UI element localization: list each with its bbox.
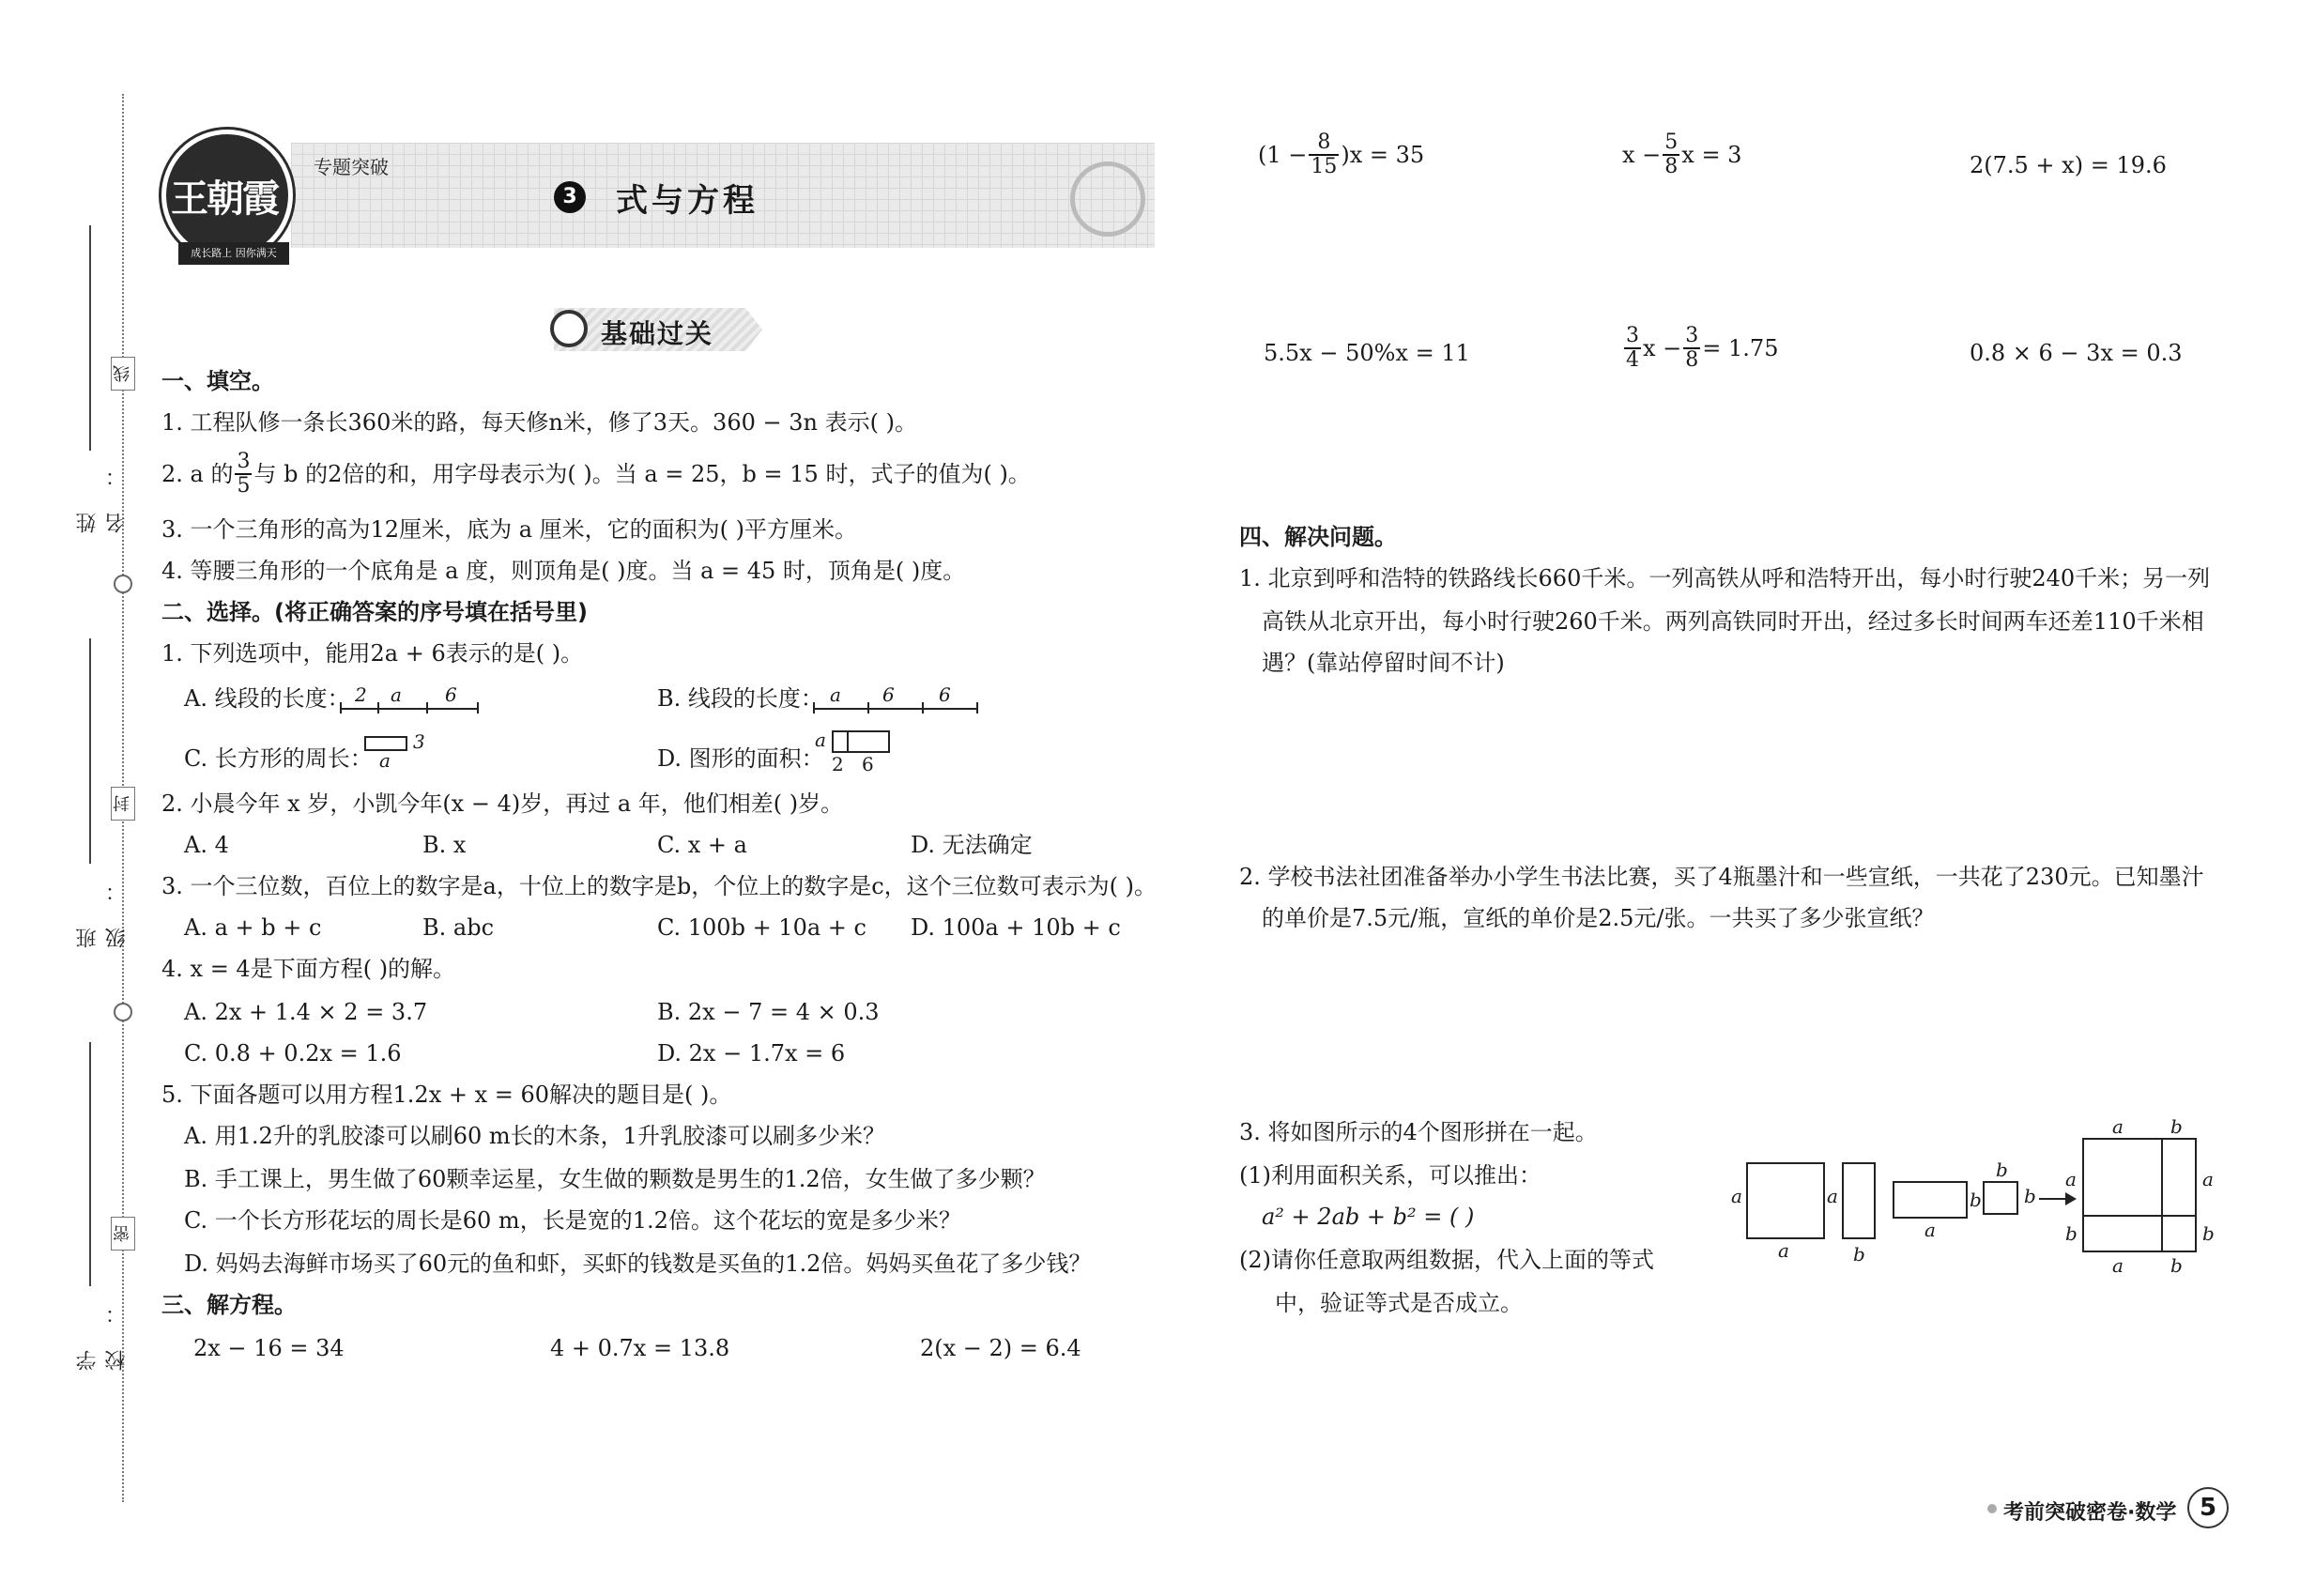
- brand-logo-ribbon: 成长路上 因你满天: [178, 242, 289, 265]
- fig-label: a: [1827, 1185, 1838, 1207]
- q4-option: B. 2x − 7 = 4 × 0.3: [657, 999, 880, 1025]
- q3-option: C. 100b + 10a + c: [657, 914, 866, 941]
- segment-b-label: 6: [882, 683, 895, 706]
- q1-option-a: A. 线段的长度：: [184, 685, 350, 712]
- q2-fraction: $\frac{3}{5}$: [237, 450, 251, 498]
- fig-label: a: [2065, 1168, 2077, 1190]
- q2-option: C. x + a: [657, 832, 747, 858]
- rectangle-d-right: [847, 730, 890, 753]
- rect-ab-vertical-figure: [1842, 1162, 1876, 1239]
- section-title: 基础过关: [601, 318, 714, 349]
- footer-dot-icon: [1987, 1504, 1997, 1513]
- part4-q3-line5: 中，验证等式是否成立。: [1275, 1290, 1523, 1316]
- part2-q1: 1. 下列选项中，能用2a + 6表示的是( )。: [161, 640, 584, 667]
- equation-8: $\frac{3}{4}$ x − $\frac{3}{8}$ = 1.75: [1626, 324, 1779, 372]
- class-blank-line: [89, 638, 91, 864]
- fig-label: b: [1970, 1189, 1982, 1211]
- part4-q3-line2: (1)利用面积关系，可以推出：: [1239, 1162, 1541, 1189]
- part4-q3-line4: (2)请你任意取两组数据，代入上面的等式: [1239, 1247, 1654, 1273]
- part2-q3: 3. 一个三位数，百位上的数字是a，十位上的数字是b，个位上的数字是c，这个三位数可表示为( )。: [161, 873, 1157, 899]
- footer-title: 考前突破密卷·数学: [2003, 1501, 2177, 1525]
- part2-q5: 5. 下面各题可以用方程1.2x + x = 60解决的题目是( )。: [161, 1082, 732, 1108]
- q5-option: B. 手工课上，男生做了60颗幸运星，女生做的颗数是男生的1.2倍，女生做了多少颗？: [184, 1166, 1046, 1192]
- segment-b-label: a: [830, 683, 841, 706]
- big-square-hline: [2082, 1215, 2197, 1217]
- part2-q4: 4. x = 4是下面方程( )的解。: [161, 956, 456, 982]
- q2-option: A. 4: [184, 832, 229, 858]
- cut-mark-mi: 密: [111, 1217, 135, 1251]
- rect-d-label: 2: [832, 753, 844, 775]
- square-a-figure: [1746, 1162, 1825, 1239]
- fig-label: a: [2202, 1168, 2214, 1190]
- part4-heading: 四、解决问题。: [1239, 524, 1397, 550]
- stopwatch-icon: [550, 310, 588, 347]
- part4-q1-line2: 高铁从北京开出，每小时行驶260千米。两列高铁同时开出，经过多长时间两车还差110千米相: [1262, 608, 2204, 635]
- part4-q1-line3: 遇？(靠站停留时间不计): [1262, 650, 1505, 676]
- equation-2: 4 + 0.7x = 13.8: [550, 1335, 730, 1361]
- segment-a-label: a: [391, 683, 402, 706]
- name-blank-line: [89, 225, 91, 451]
- part4-q3-line1: 3. 将如图所示的4个图形拼在一起。: [1239, 1119, 1598, 1145]
- q2-option: B. x: [422, 832, 467, 858]
- part2-q2: 2. 小晨今年 x 岁，小凯今年(x − 4)岁，再过 a 年，他们相差( )岁。: [161, 790, 844, 817]
- fig-label: b: [2024, 1185, 2036, 1207]
- part4-q2-line2: 的单价是7.5元/瓶，宣纸的单价是2.5元/张。一共买了多少张宣纸？: [1262, 905, 1935, 931]
- fig-label: b: [2170, 1254, 2183, 1277]
- q4-option: D. 2x − 1.7x = 6: [657, 1040, 846, 1067]
- cut-mark-feng: 封: [111, 787, 135, 821]
- class-label: 班 级：: [76, 854, 129, 948]
- equation-6: 2(7.5 + x) = 19.6: [1970, 152, 2167, 178]
- part1-q3: 3. 一个三角形的高为12厘米，底为 a 厘米，它的面积为( )平方厘米。: [161, 516, 857, 543]
- stopwatch-icon: [1070, 161, 1145, 237]
- binding-ring-icon: [114, 1003, 132, 1021]
- equation-3: 2(x − 2) = 6.4: [920, 1335, 1081, 1361]
- fig-label: a: [1924, 1219, 1936, 1241]
- fig-label: b: [2202, 1222, 2215, 1245]
- part4-q3-formula: a² + 2ab + b² = ( ): [1262, 1204, 1475, 1230]
- segment-a-label: 6: [445, 683, 457, 706]
- q3-option: A. a + b + c: [184, 914, 322, 941]
- q1-option-d: D. 图形的面积：: [657, 745, 824, 772]
- q3-option: B. abc: [422, 914, 495, 941]
- square-b-figure: [1983, 1181, 2018, 1215]
- part4-q1-line1: 1. 北京到呼和浩特的铁路线长660千米。一列高铁从呼和浩特开出，每小时行驶240千米；另一列: [1239, 565, 2211, 591]
- page-title: 式与方程: [616, 182, 759, 220]
- q2-option: D. 无法确定: [911, 832, 1033, 858]
- fig-label: b: [1853, 1243, 1865, 1266]
- part2-heading: 二、选择。(将正确答案的序号填在括号里): [161, 599, 588, 625]
- brand-logo-text: 王朝霞: [171, 176, 278, 221]
- part1-heading: 一、填空。: [161, 368, 274, 394]
- part1-q2: [161, 451, 1031, 498]
- big-square-figure: [2082, 1138, 2197, 1252]
- equation-4: (1 − $\frac{8}{15}$ )x = 35: [1258, 130, 1425, 178]
- q5-option: A. 用1.2升的乳胶漆可以刷60 m长的木条，1升乳胶漆可以刷多少米？: [184, 1123, 885, 1149]
- fig-label: b: [2170, 1115, 2183, 1138]
- binding-ring-icon: [114, 575, 132, 593]
- q2-text-a: 2. a 的: [161, 461, 234, 487]
- part3-heading: 三、解方程。: [161, 1292, 297, 1318]
- segment-b-label: 6: [939, 683, 951, 706]
- rect-ab-horizontal-figure: [1893, 1181, 1968, 1219]
- q1-option-b: B. 线段的长度：: [657, 685, 823, 712]
- name-label: 姓 名：: [76, 439, 129, 533]
- fig-label: b: [2065, 1222, 2078, 1245]
- equation-9: 0.8 × 6 − 3x = 0.3: [1970, 340, 2183, 366]
- part4-q2-line1: 2. 学校书法社团准备举办小学生书法比赛，买了4瓶墨汁和一些宣纸，一共花了230元。已知墨汁: [1239, 864, 2204, 890]
- q4-option: C. 0.8 + 0.2x = 1.6: [184, 1040, 402, 1067]
- equation-5: x − $\frac{5}{8}$ x = 3: [1622, 130, 1742, 178]
- rect-c-label: 3: [413, 730, 425, 753]
- fig-label: b: [1996, 1159, 2008, 1181]
- topic-number: 3: [554, 181, 586, 213]
- rect-d-label: 6: [862, 753, 874, 775]
- school-label: 学 校：: [76, 1277, 129, 1371]
- equation-7: 5.5x − 50%x = 11: [1264, 340, 1470, 366]
- equation-1: 2x − 16 = 34: [193, 1335, 345, 1361]
- q3-option: D. 100a + 10b + c: [911, 914, 1121, 941]
- fig-label: a: [2112, 1254, 2124, 1277]
- cut-mark-xian: 线: [111, 357, 135, 391]
- fig-label: a: [1778, 1239, 1789, 1262]
- fig-label: a: [2112, 1115, 2124, 1138]
- series-label: 专题突破: [314, 156, 389, 178]
- rect-d-label: a: [815, 729, 826, 751]
- q5-option: C. 一个长方形花坛的周长是60 m，长是宽的1.2倍。这个花坛的宽是多少米？: [184, 1207, 961, 1234]
- page-number: 5: [2187, 1487, 2229, 1528]
- segment-a-label: 2: [355, 683, 367, 706]
- big-square-vline: [2161, 1138, 2163, 1252]
- q4-option: A. 2x + 1.4 × 2 = 3.7: [184, 999, 428, 1025]
- q2-text-b: 与 b 的2倍的和，用字母表示为( )。当 a = 25，b = 15 时，式子的值为( )。: [253, 461, 1031, 487]
- part1-q4: 4. 等腰三角形的一个底角是 a 度，则顶角是( )度。当 a = 45 时，顶角是( )度。: [161, 558, 966, 584]
- rect-c-label: a: [379, 749, 391, 772]
- arrow-right-icon: [2039, 1198, 2067, 1200]
- q1-option-c: C. 长方形的周长：: [184, 745, 373, 772]
- part1-q1: 1. 工程队修一条长360米的路，每天修n米，修了3天。360 − 3n 表示( )。: [161, 409, 917, 436]
- arrow-head-icon: [2065, 1192, 2077, 1205]
- fig-label: a: [1731, 1185, 1742, 1207]
- school-blank-line: [89, 1042, 91, 1286]
- q5-option: D. 妈妈去海鲜市场买了60元的鱼和虾，买虾的钱数是买鱼的1.2倍。妈妈买鱼花了多少钱？: [184, 1251, 1092, 1277]
